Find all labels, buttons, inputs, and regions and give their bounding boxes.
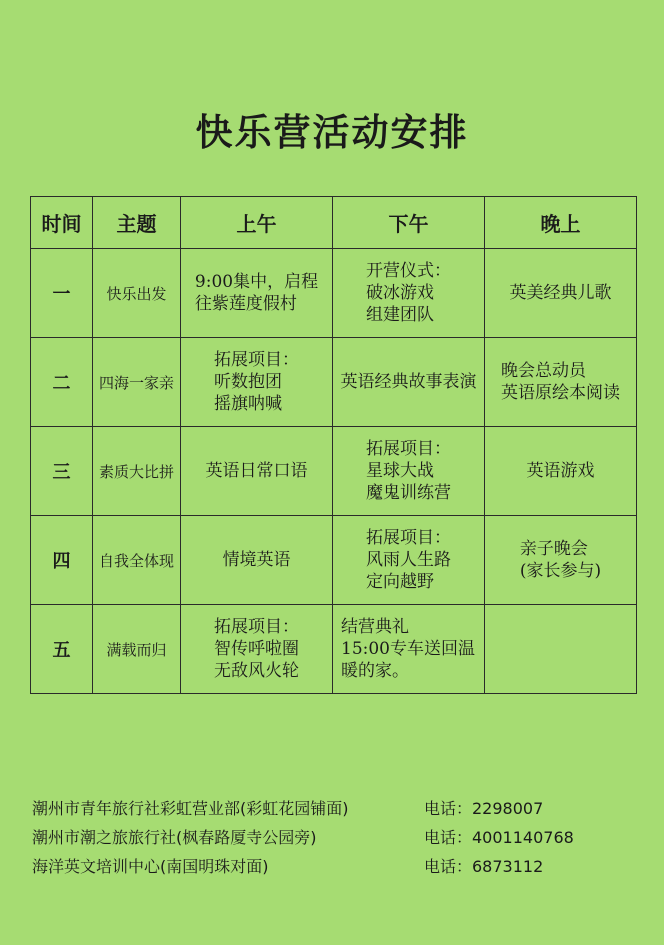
theme-cell: 四海一家亲: [93, 338, 181, 427]
day-cell: 一: [31, 249, 93, 338]
activity-line: 星球大战: [366, 461, 434, 481]
page-title: 快乐营活动安排: [195, 111, 469, 154]
activity-line: 拓展项目：: [214, 350, 299, 370]
contact-row: [32, 796, 642, 825]
header-afternoon: 下午: [333, 197, 485, 249]
morning-activities: [214, 349, 299, 415]
theme-cell: 自我全体现: [93, 516, 181, 605]
activity-line: 结营典礼: [341, 617, 409, 637]
table-row: [31, 605, 637, 694]
morning-activities: [214, 616, 299, 682]
evening-activities: [510, 282, 612, 304]
header-evening: 晚上: [485, 197, 637, 249]
activity-line: 晚会总动员: [501, 361, 586, 381]
contact-row: [32, 854, 642, 883]
morning-cell: [181, 516, 333, 605]
activity-line: 定向越野: [366, 572, 434, 592]
theme-cell: 满载而归: [93, 605, 181, 694]
activity-line: 英语日常口语: [205, 461, 308, 481]
schedule-table: [30, 196, 637, 694]
contact-name: 潮州市潮之旅旅行社(枫春路厦寺公园旁): [32, 828, 317, 847]
morning-cell: [181, 427, 333, 516]
evening-cell: [485, 249, 637, 338]
activity-line: 风雨人生路: [366, 550, 451, 570]
evening-cell: [485, 427, 637, 516]
theme-cell: 素质大比拼: [93, 427, 181, 516]
contact-row: [32, 825, 642, 854]
activity-line: 9:00集中，启程: [194, 272, 319, 292]
evening-cell: [485, 605, 637, 694]
afternoon-activities: [366, 260, 451, 326]
afternoon-cell: [333, 516, 485, 605]
day-cell: 五: [31, 605, 93, 694]
evening-activities: [527, 460, 595, 482]
activity-line: 英语游戏: [526, 461, 595, 481]
activity-line: 听数抱团: [214, 372, 282, 392]
activity-line: 英语经典故事表演: [340, 372, 477, 392]
activity-line: 开营仪式：: [366, 261, 451, 281]
afternoon-cell: [333, 338, 485, 427]
activity-line: 15:00专车送回温: [341, 639, 475, 659]
afternoon-cell: [333, 605, 485, 694]
activity-line: 智传呼啦圈: [214, 639, 299, 659]
activity-line: 破冰游戏: [366, 283, 434, 303]
evening-cell: [485, 516, 637, 605]
activity-line: 摇旗呐喊: [214, 394, 282, 414]
afternoon-cell: [333, 249, 485, 338]
evening-cell: [485, 338, 637, 427]
evening-activities: [501, 360, 620, 404]
theme-cell: 快乐出发: [93, 249, 181, 338]
morning-cell: [181, 338, 333, 427]
activity-line: (家长参与): [519, 561, 602, 581]
activity-line: 拓展项目：: [366, 439, 451, 459]
activity-line: 英语原绘本阅读: [501, 383, 620, 403]
evening-activities: [520, 538, 601, 582]
header-morning: 上午: [181, 197, 333, 249]
activity-line: 无敌风火轮: [214, 661, 299, 681]
activity-line: 亲子晚会: [519, 539, 588, 559]
contact-phone: 电话：2298007: [424, 799, 544, 818]
contact-phone: 电话：6873112: [424, 857, 544, 876]
afternoon-cell: [333, 427, 485, 516]
contact-phone: 电话：4001140768: [424, 828, 574, 847]
morning-activities: [195, 271, 318, 315]
morning-activities: [223, 549, 291, 571]
activity-line: 英美经典儿歌: [509, 283, 612, 303]
afternoon-activities: [341, 371, 477, 393]
afternoon-activities: [366, 438, 451, 504]
activity-line: 拓展项目：: [366, 528, 451, 548]
activity-line: 拓展项目：: [214, 617, 299, 637]
morning-cell: [181, 249, 333, 338]
header-time: 时间: [31, 197, 93, 249]
day-cell: 二: [31, 338, 93, 427]
contact-name: 海洋英文培训中心(南国明珠对面): [32, 857, 269, 876]
table-header-row: [31, 197, 637, 249]
activity-line: 暖的家。: [341, 661, 409, 681]
day-cell: 三: [31, 427, 93, 516]
contact-name: 潮州市青年旅行社彩虹营业部(彩虹花园铺面): [32, 799, 349, 818]
morning-cell: [181, 605, 333, 694]
morning-activities: [206, 460, 308, 482]
table-row: [31, 338, 637, 427]
table-row: [31, 249, 637, 338]
activity-line: 魔鬼训练营: [366, 483, 451, 503]
afternoon-activities: [341, 616, 475, 682]
activity-line: 情境英语: [222, 550, 291, 570]
contact-list: [32, 796, 642, 883]
header-theme: 主题: [93, 197, 181, 249]
activity-line: 组建团队: [366, 305, 434, 325]
activity-line: 往紫莲度假村: [194, 294, 297, 314]
afternoon-activities: [366, 527, 451, 593]
table-row: [31, 516, 637, 605]
day-cell: 四: [31, 516, 93, 605]
table-row: [31, 427, 637, 516]
